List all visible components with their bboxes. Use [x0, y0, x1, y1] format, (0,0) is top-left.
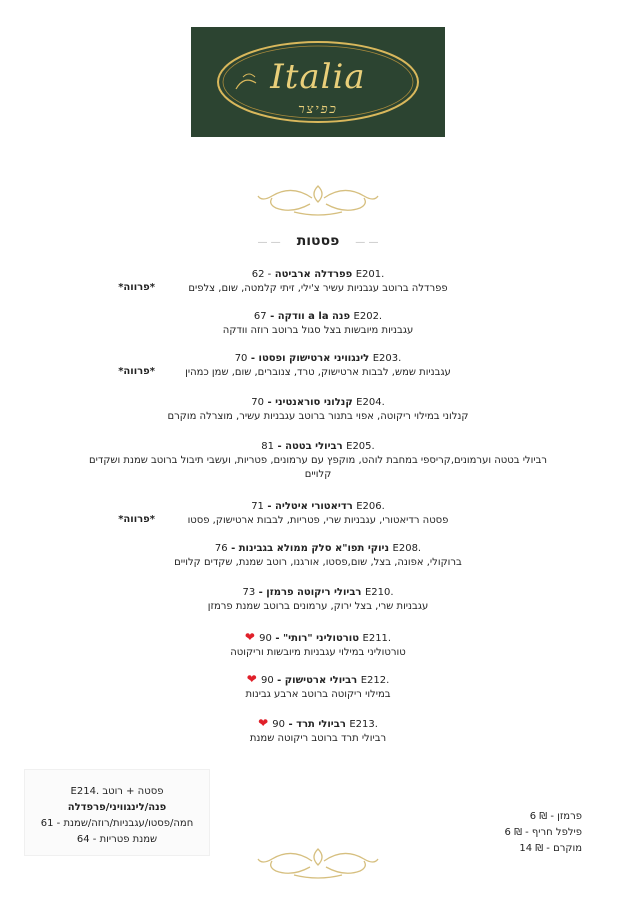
menu-item-code: E203. — [372, 353, 402, 364]
menu-item-name: פנה a la וודקה - — [270, 311, 351, 322]
combo-line-1: E214. פסטה + רוטב — [70, 786, 164, 797]
extra-item — [472, 825, 582, 841]
menu-item-price: 76 — [214, 543, 228, 554]
section-title — [0, 233, 636, 249]
menu-item-code: E204. — [356, 397, 385, 408]
menu-item — [80, 310, 556, 338]
extra-item-name: פילפל חריף — [531, 827, 582, 838]
menu-item — [80, 440, 556, 482]
menu-item — [80, 672, 556, 702]
extra-item — [472, 841, 582, 857]
heart-icon: ❤ — [246, 672, 261, 686]
title-dash-icon: — — — [355, 237, 379, 248]
menu-item — [80, 630, 556, 660]
menu-item-name: לינגוויני ארטישוק ופסטו - — [250, 353, 370, 364]
menu-item-description: רביולי תרד ברוטב ריקוטה שמנת — [249, 733, 387, 744]
logo-title: Italia — [270, 57, 366, 97]
combo-line-4: שמנת פטריות - 64 — [76, 834, 158, 845]
menu-item-description: רביולי בטטה וערמונים,קריספי במחבת לוהט, מוקפץ עם ערמונים, פטריות, ועשבי תיבול ברוטב שמנת ושקדים קלויים — [88, 455, 548, 480]
menu-item-code: E208. — [392, 543, 422, 554]
menu-item-name: רדיאטורי איטליה - — [267, 501, 353, 512]
combo-line-2: פנה/לינגוויני/פרפדלה — [67, 802, 167, 813]
menu-item-name: טורטוליני "רותי" - — [275, 633, 360, 644]
logo-subtitle: כפיצר — [298, 102, 338, 117]
menu-item-price: 73 — [242, 587, 256, 598]
menu-item-header — [80, 542, 556, 556]
menu-item-description: פסטה רדיאטורי, עגבניות שרי, פטריות, לבבות ארטישוק, פסטו — [187, 515, 449, 526]
menu-item-code: E210. — [364, 587, 394, 598]
menu-item-header — [80, 672, 556, 688]
menu-item-description: עגבניות שרי, בצל ירוק, ערמונים ברוטב שמנת פרמזן — [207, 601, 429, 612]
menu-item-header — [80, 396, 556, 410]
flourish-ornament-icon — [254, 178, 382, 220]
extra-item-price: - ₪ 6 — [504, 827, 529, 838]
menu-item-header — [80, 500, 556, 514]
menu-item-code: E201. — [355, 269, 385, 280]
parve-label: *פרווה* — [118, 282, 155, 293]
menu-item-price: 71 — [251, 501, 264, 512]
menu-item-name: רביולי ארטישוק - — [277, 675, 358, 686]
menu-item-code: E212. — [360, 675, 390, 686]
menu-item-code: E202. — [353, 311, 383, 322]
parve-label: *פרווה* — [118, 514, 155, 525]
menu-item-description: עגבניות מיובשות בצל סגול ברוטב רוזה וודקה — [222, 325, 414, 336]
menu-item — [80, 586, 556, 614]
menu-item-header — [80, 440, 556, 454]
menu-item-name: רביולי בטטה - — [277, 441, 343, 452]
heart-icon: ❤ — [244, 630, 260, 644]
menu-item — [80, 542, 556, 570]
restaurant-logo — [191, 27, 445, 137]
menu-item-header — [80, 630, 556, 646]
heart-icon: ❤ — [258, 716, 273, 730]
menu-item — [80, 396, 556, 424]
menu-item-header — [80, 586, 556, 600]
menu-item-description: ברוקולי, אפונה, בצל, שום,פסטו, אורגנו, רוטב שמנת, שקדים קלויים — [174, 557, 462, 568]
extra-item-price: - ₪ 6 — [529, 811, 554, 822]
menu-item-header — [80, 268, 556, 282]
menu-item-price: 90 — [272, 719, 286, 730]
menu-item-price: 70 — [234, 353, 248, 364]
menu-item-header — [80, 352, 556, 366]
menu-item-header — [80, 310, 556, 324]
menu-item-description: עגבניות שמש, לבבות ארטישוק, טרד, צנוברים, שום, שמן כמהין — [185, 367, 451, 378]
extra-item — [472, 809, 582, 825]
menu-item-description: פפרדלה ברוטב עגבניות עשיר צ'ילי, זיתי קלמטה, שום, צלפים — [188, 283, 448, 294]
menu-item-code: E205. — [346, 441, 375, 452]
combo-line-3: חמה/פסטו/עגבניות/רוזה/שמנת - 61 — [40, 818, 194, 829]
menu-item-name: קנלוני סוראנטיני - — [267, 397, 353, 408]
menu-item-name: רביולי תרד - — [288, 719, 346, 730]
menu-item-description: במילוי ריקוטה ברוטב ארבע גבינות — [245, 689, 391, 700]
menu-item-price: 90 — [260, 675, 274, 686]
combo-box — [24, 769, 210, 856]
parve-label: *פרווה* — [118, 366, 155, 377]
menu-item-description: טורטוליני במילוי עגבניות מיובשות וריקוטה — [230, 647, 406, 658]
menu-item-price: 70 — [251, 397, 264, 408]
extra-item-name: פרמזן — [557, 811, 582, 822]
menu-item-name: ניוקי תפו"א סלק ממולא בגבינות - — [231, 543, 390, 554]
flourish-ornament-icon — [254, 841, 382, 883]
section-title-text: פסטות — [296, 233, 340, 249]
menu-item-code: E206. — [356, 501, 385, 512]
extra-item-name: מוקרם — [553, 843, 582, 854]
menu-item-price: - 62 — [251, 269, 272, 280]
menu-item-name: רביולי ריקוטה פרמזן - — [258, 587, 362, 598]
menu-item-price: 81 — [261, 441, 274, 452]
extra-item-price: - ₪ 14 — [519, 843, 550, 854]
extras-list — [472, 809, 582, 857]
menu-item-name: פפרדלה ארביטה — [274, 269, 353, 280]
menu-item-code: E213. — [349, 719, 378, 730]
title-dash-icon: — — — [257, 237, 281, 248]
menu-item — [80, 716, 556, 746]
menu-item-price: 90 — [259, 633, 272, 644]
menu-item-price: 67 — [253, 311, 267, 322]
menu-item-description: קנלוני במילוי ריקוטה, אפוי בתנור ברוטב עגבניות עשיר, מוצרלה מוקרם — [167, 411, 469, 422]
menu-item-code: E211. — [362, 633, 392, 644]
menu-item-header — [80, 716, 556, 732]
